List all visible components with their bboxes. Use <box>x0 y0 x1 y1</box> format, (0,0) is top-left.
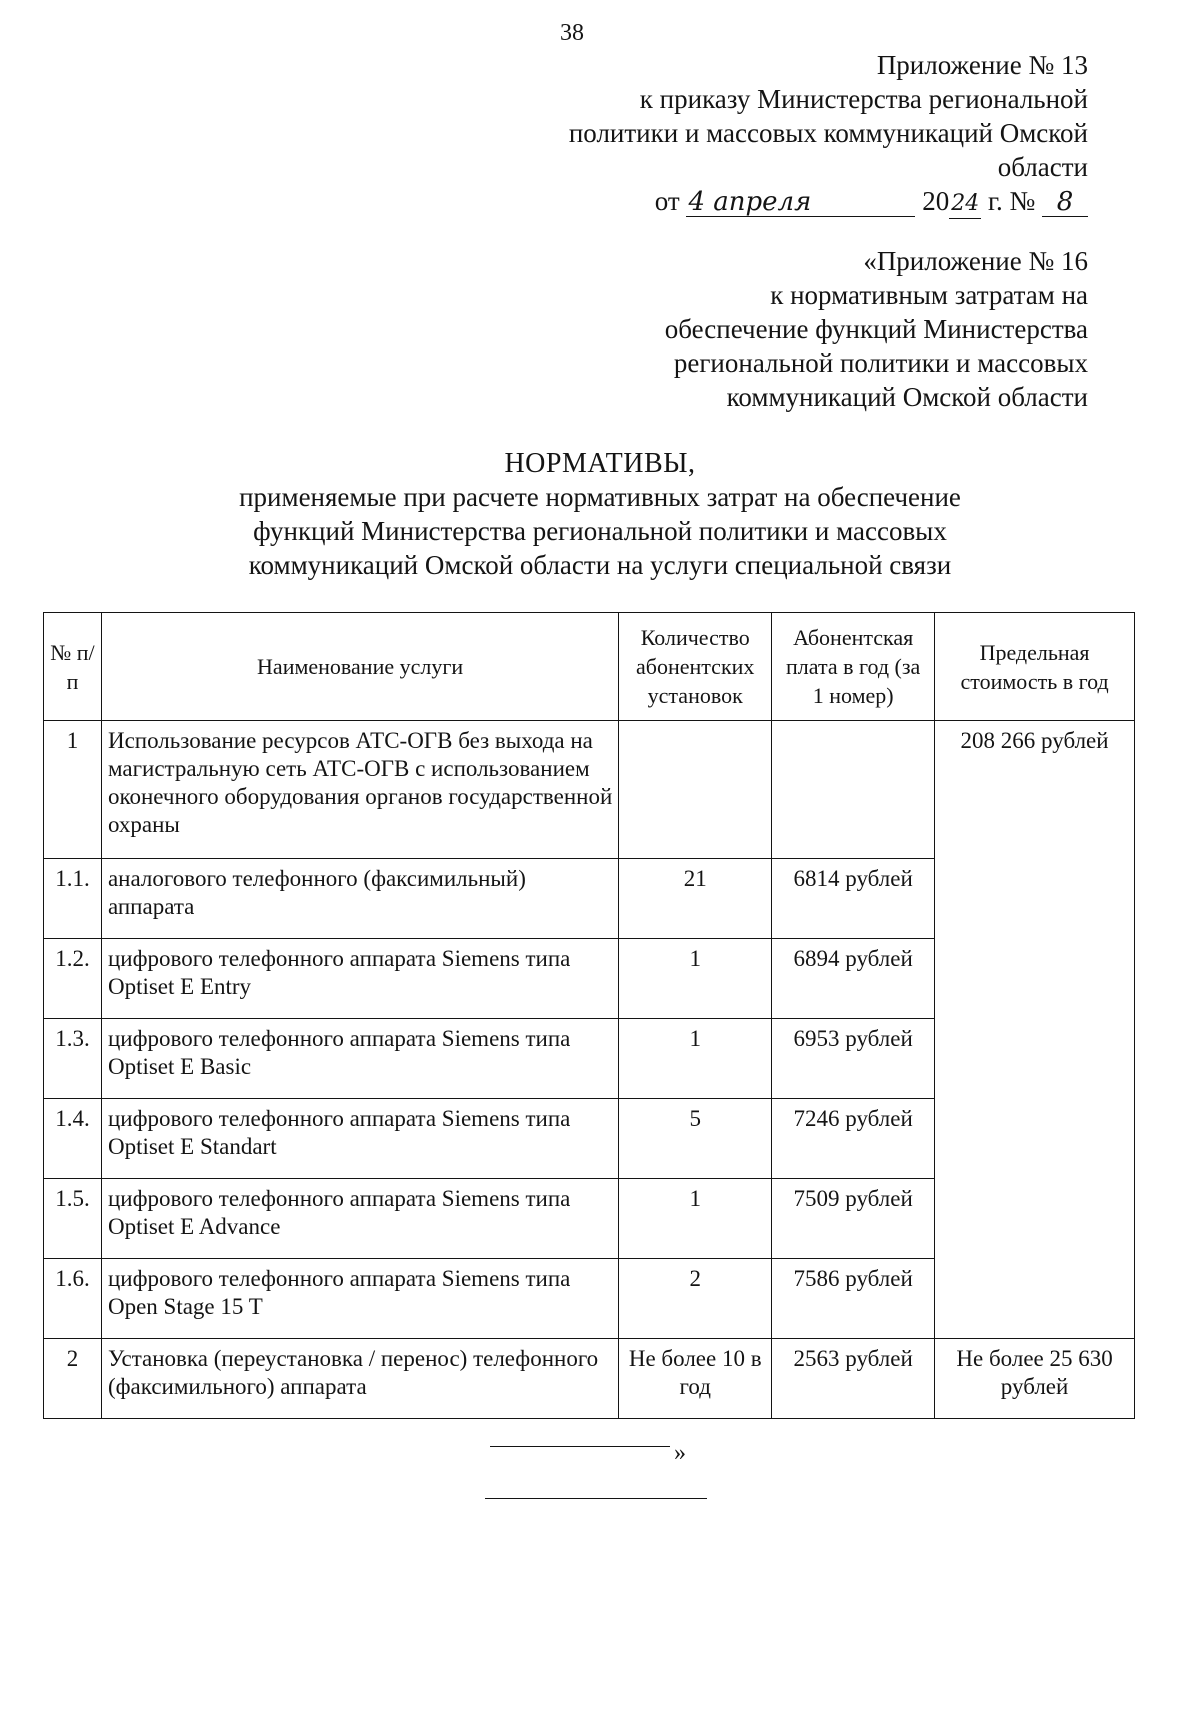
appendix-13-line: к приказу Министерства региональной <box>639 84 1088 114</box>
appendix-16-line: региональной политики и массовых <box>673 348 1088 378</box>
row-quantity: 1 <box>619 1019 772 1099</box>
row-service-name: цифрового телефонного аппарата Siemens типа Optiset E Entry <box>101 939 618 1019</box>
row-num: 1.2. <box>44 939 102 1019</box>
order-year-handwritten: 24 <box>949 190 981 219</box>
appendix-13-line: области <box>997 152 1088 182</box>
table-header-row <box>44 613 1135 721</box>
row-annual-fee: 6894 рублей <box>772 939 935 1019</box>
row-annual-fee <box>772 721 935 859</box>
row-num: 1.4. <box>44 1099 102 1179</box>
subtitle-line: применяемые при расчете нормативных затрат на обеспечение <box>239 482 961 512</box>
row-annual-fee: 6814 рублей <box>772 859 935 939</box>
row-service-name: цифрового телефонного аппарата Siemens типа Optiset E Basic <box>101 1019 618 1099</box>
row-quantity: 5 <box>619 1099 772 1179</box>
row-limit-cost: Не более 25 630 рублей <box>935 1339 1135 1419</box>
row-service-name: цифрового телефонного аппарата Siemens типа Optiset E Standart <box>101 1099 618 1179</box>
appendix-13-header <box>468 48 1088 184</box>
row-service-name: аналогового телефонного (факсимильный) аппарата <box>101 859 618 939</box>
row-annual-fee: 7586 рублей <box>772 1259 935 1339</box>
row-num: 1.3. <box>44 1019 102 1099</box>
row-quantity: 2 <box>619 1259 772 1339</box>
row-annual-fee: 7246 рублей <box>772 1099 935 1179</box>
footer-divider-line <box>490 1446 670 1447</box>
row-num: 2 <box>44 1339 102 1419</box>
row-quantity: Не более 10 в год <box>619 1339 772 1419</box>
subtitle-line: функций Министерства региональной политики и массовых <box>253 516 947 546</box>
header-limit-cost: Предельная стоимость в год <box>935 613 1135 721</box>
footer-closing-quote: » <box>674 1440 686 1466</box>
order-number-handwritten: 8 <box>1042 188 1088 217</box>
row-service-name: Использование ресурсов АТС-ОГВ без выхода на магистральную сеть АТС-ОГВ с использованием оконечного оборудования органов государственной охраны <box>101 721 618 859</box>
subtitle-line: коммуникаций Омской области на услуги специальной связи <box>248 550 952 580</box>
page-number: 38 <box>560 20 584 46</box>
row-num: 1.1. <box>44 859 102 939</box>
row-service-name: цифрового телефонного аппарата Siemens типа Optiset E Advance <box>101 1179 618 1259</box>
table-row <box>44 1339 1135 1419</box>
row-num: 1.6. <box>44 1259 102 1339</box>
appendix-16-line: обеспечение функций Министерства <box>664 314 1088 344</box>
norms-table <box>43 612 1135 1419</box>
table-row <box>44 721 1135 859</box>
order-year-suffix: г. № <box>987 186 1036 216</box>
appendix-16-header <box>468 244 1088 414</box>
row-service-name: Установка (переустановка / перенос) телефонного (факсимильного) аппарата <box>101 1339 618 1419</box>
row-quantity: 1 <box>619 1179 772 1259</box>
appendix-16-line: коммуникаций Омской области <box>726 382 1088 412</box>
row-annual-fee: 2563 рублей <box>772 1339 935 1419</box>
footer-divider-line <box>485 1498 707 1499</box>
row-service-name: цифрового телефонного аппарата Siemens типа Open Stage 15 T <box>101 1259 618 1339</box>
row-quantity <box>619 721 772 859</box>
row-quantity: 1 <box>619 939 772 1019</box>
appendix-13-line: Приложение № 13 <box>876 50 1088 80</box>
order-prefix: от <box>654 186 680 216</box>
order-date-handwritten: 4 апреля <box>686 188 915 217</box>
order-reference <box>655 184 1088 219</box>
header-quantity: Количество абонентских установок <box>619 613 772 721</box>
group-limit-cost: 208 266 рублей <box>935 721 1135 1339</box>
document-title: НОРМАТИВЫ, <box>504 448 696 479</box>
appendix-16-line: к нормативным затратам на <box>770 280 1088 310</box>
header-annual-fee: Абонентская плата в год (за 1 номер) <box>772 613 935 721</box>
row-num: 1.5. <box>44 1179 102 1259</box>
row-num: 1 <box>44 721 102 859</box>
appendix-13-line: политики и массовых коммуникаций Омской <box>568 118 1088 148</box>
row-annual-fee: 7509 рублей <box>772 1179 935 1259</box>
header-num: № п/п <box>44 613 102 721</box>
row-annual-fee: 6953 рублей <box>772 1019 935 1099</box>
document-subtitle <box>150 480 1050 582</box>
header-service-name: Наименование услуги <box>101 613 618 721</box>
appendix-16-line: «Приложение № 16 <box>863 246 1088 276</box>
row-quantity: 21 <box>619 859 772 939</box>
order-year-prefix: 20 <box>922 186 950 216</box>
